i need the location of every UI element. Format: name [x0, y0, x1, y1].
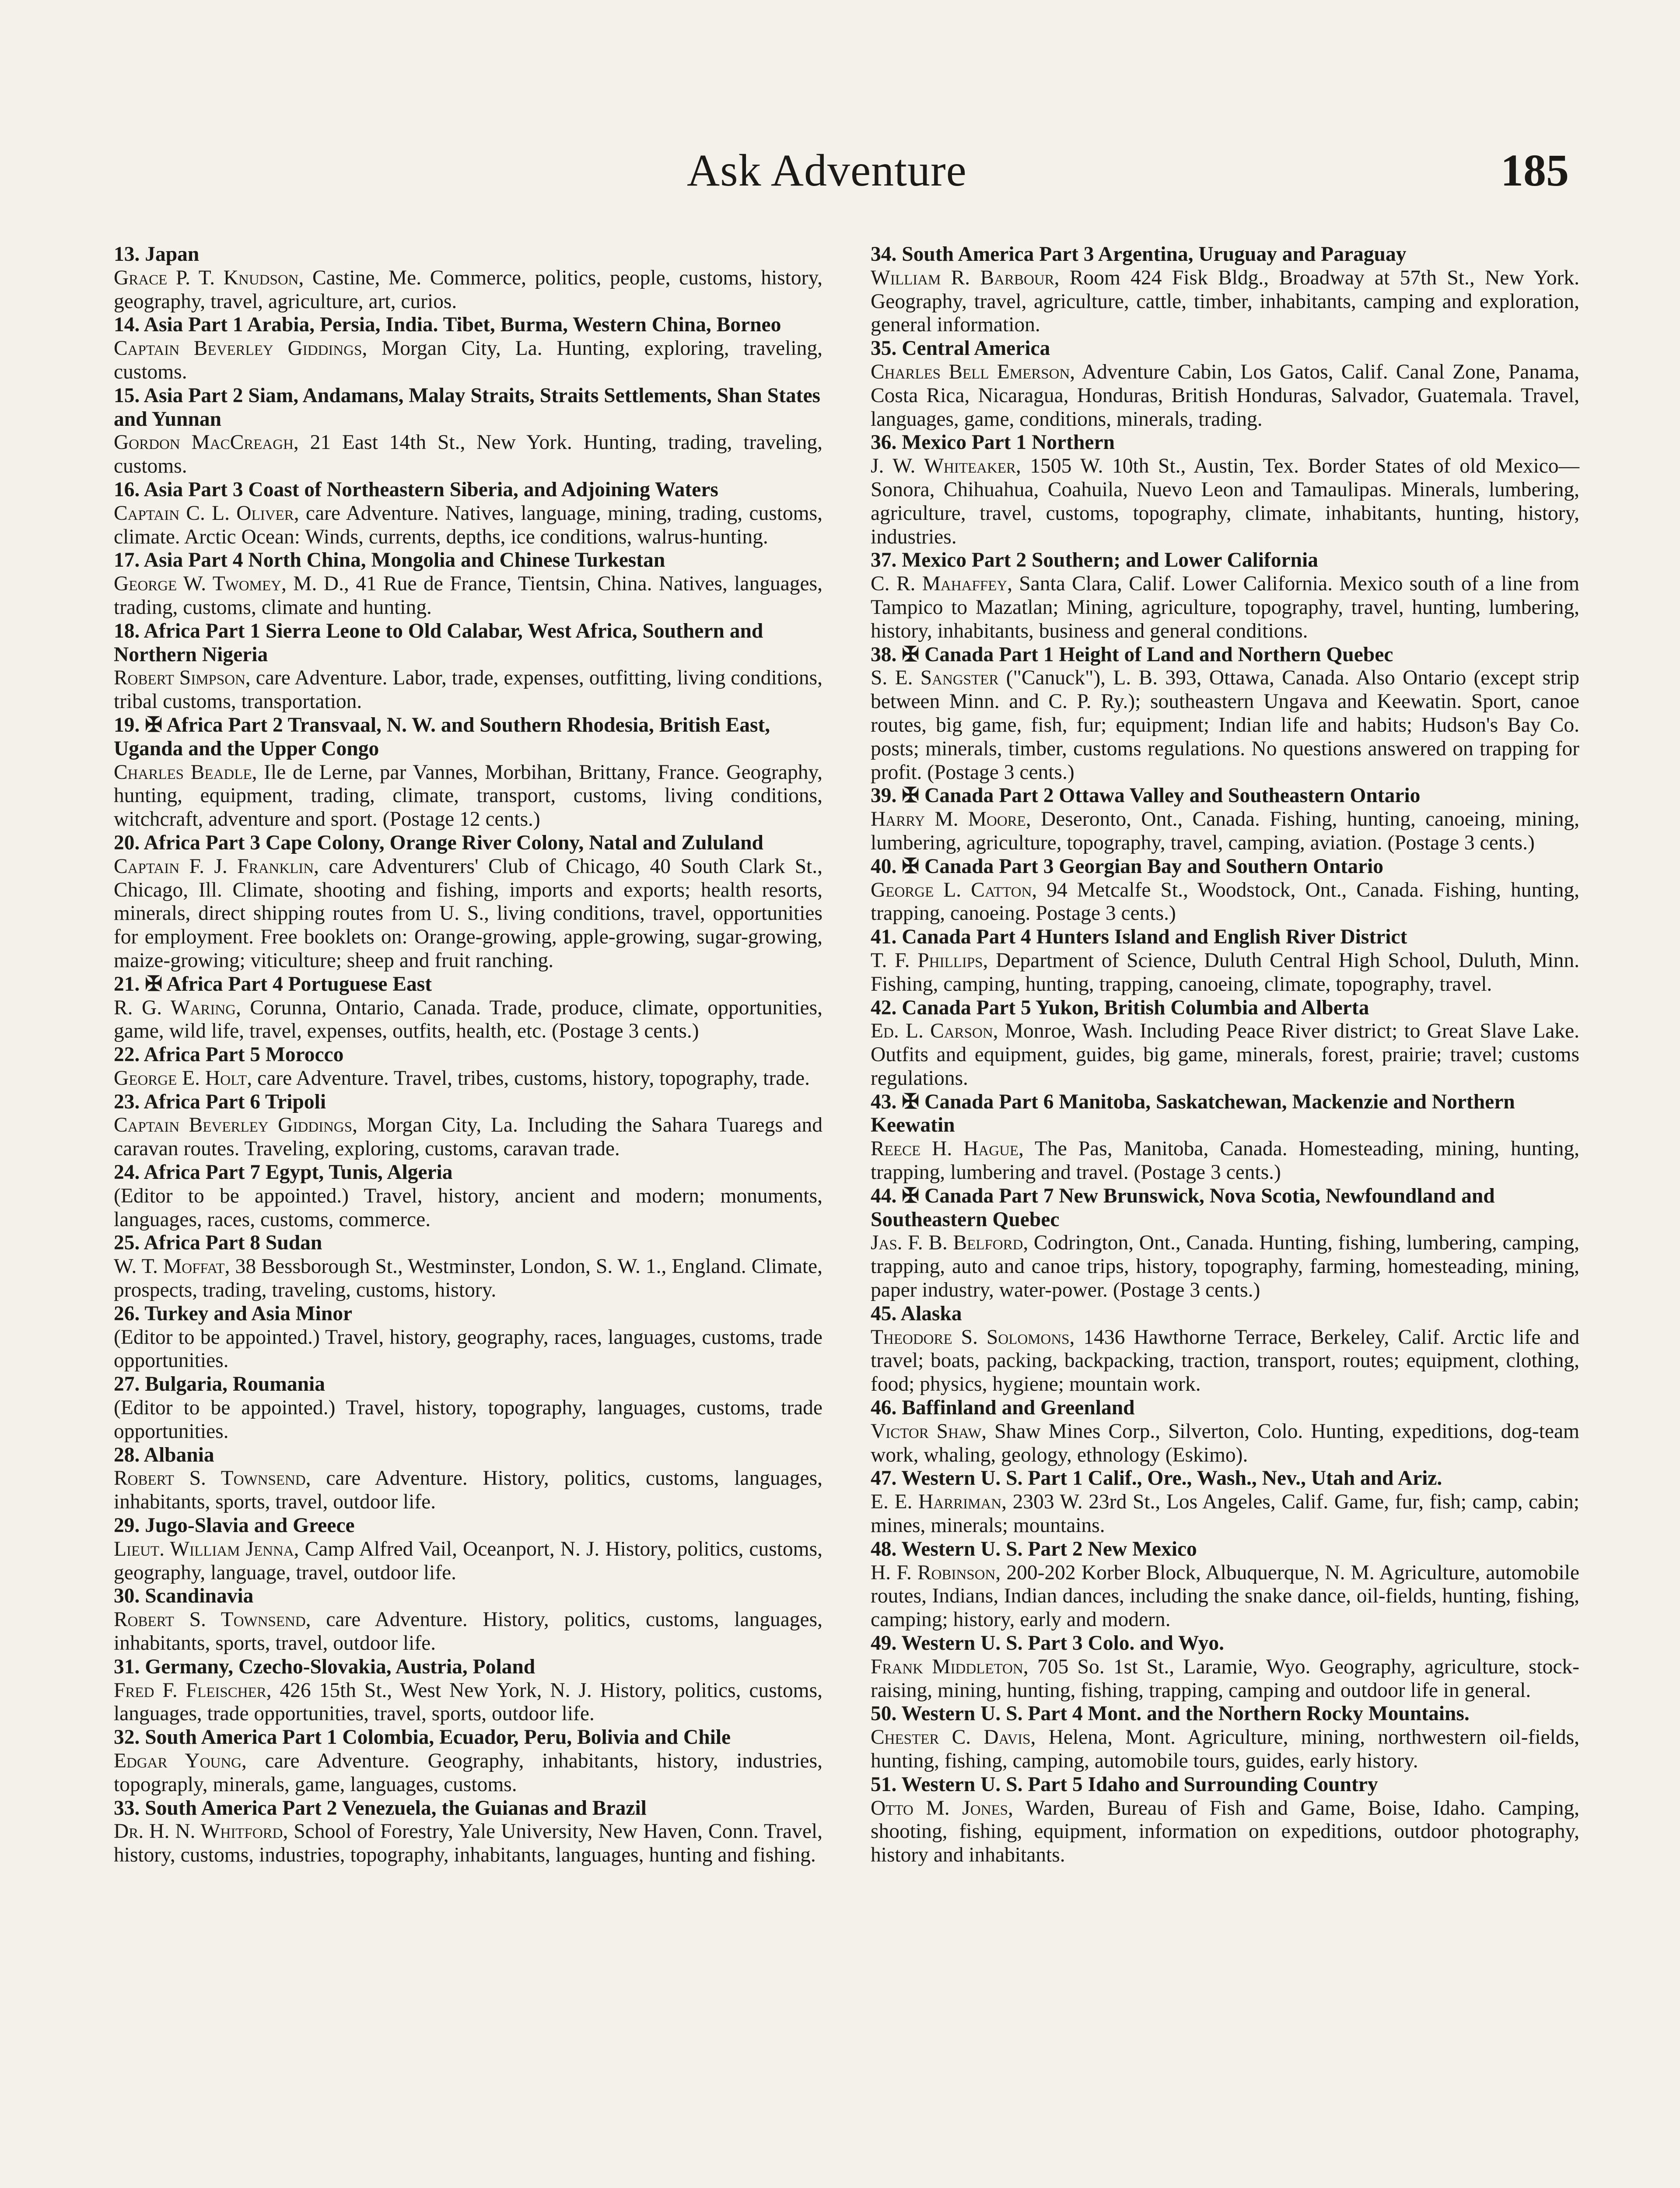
entry-body	[114, 666, 822, 714]
entry-heading	[114, 1161, 822, 1185]
directory-entry	[114, 243, 822, 313]
entry-body	[114, 1326, 822, 1373]
entry-heading	[871, 1302, 1579, 1326]
editor-name: S. E. Sangster	[871, 666, 999, 690]
entry-body	[114, 502, 822, 549]
postage-cross-icon: ✠	[902, 855, 920, 878]
entry-heading	[114, 1090, 822, 1114]
entry-region: Asia Part 3 Coast of Northeastern Siberia, and Adjoining Waters	[144, 478, 718, 501]
entry-heading	[114, 549, 822, 572]
editor-name: T. F. Phillips,	[871, 949, 988, 972]
entry-heading	[871, 784, 1579, 808]
directory-entry	[871, 643, 1579, 785]
entry-heading	[871, 243, 1579, 266]
entry-heading	[871, 1185, 1579, 1232]
entry-region: Africa Part 8 Sudan	[144, 1231, 322, 1255]
entry-number: 35.	[871, 337, 897, 360]
entry-number: 18.	[114, 619, 140, 642]
editor-name: R. G. Waring,	[114, 996, 241, 1019]
entry-heading	[114, 1444, 822, 1467]
entry-body	[114, 1067, 822, 1090]
entry-body	[114, 1114, 822, 1161]
entry-body	[871, 1655, 1579, 1703]
directory-entry	[871, 431, 1579, 549]
entry-number: 20.	[114, 831, 140, 854]
page-header	[0, 144, 1680, 201]
entry-body	[871, 1726, 1579, 1773]
editor-name: Captain Beverley Giddings,	[114, 337, 368, 360]
entry-body	[114, 996, 822, 1044]
directory-entry	[114, 478, 822, 549]
entry-heading	[871, 1467, 1579, 1490]
editor-name: Chester C. Davis,	[871, 1726, 1036, 1749]
entry-body	[871, 949, 1579, 996]
directory-entry	[871, 1302, 1579, 1396]
entry-region: Western U. S. Part 2 New Mexico	[901, 1537, 1197, 1560]
entry-heading	[114, 1797, 822, 1820]
editor-name: George E. Holt,	[114, 1066, 252, 1090]
entry-number: 16.	[114, 478, 140, 501]
entry-body	[871, 1490, 1579, 1538]
entry-body	[114, 1750, 822, 1797]
editor-name: Robert S. Townsend,	[114, 1608, 311, 1631]
entry-body	[871, 1137, 1579, 1185]
entry-body	[114, 1820, 822, 1867]
entry-number: 48.	[871, 1537, 897, 1560]
entry-description: (Editor to be appointed.) Travel, history, topography, languages, customs, trade opportunities.	[114, 1396, 822, 1443]
entry-description: Department of Science, Duluth Central High School, Duluth, Minn. Fishing, camping, hunting, trapping, canoeing, climate, topography, travel.	[871, 949, 1579, 996]
entry-body	[871, 1420, 1579, 1467]
editor-name: Victor Shaw,	[871, 1420, 987, 1443]
entry-heading	[114, 973, 822, 996]
entry-number: 49.	[871, 1632, 897, 1655]
entry-description: care Adventure. History, politics, customs, languages, inhabitants, sports, travel, outdoor life.	[114, 1608, 823, 1655]
entry-description: Deseronto, Ont., Canada. Fishing, hunting, canoeing, mining, lumbering, agriculture, topography, travel, camping, aviation. (Postage 3 cents.)	[871, 808, 1579, 854]
entry-number: 29.	[114, 1514, 140, 1537]
entry-body	[114, 431, 822, 478]
directory-entry	[114, 1797, 822, 1867]
entry-region: Western U. S. Part 5 Idaho and Surrounding Country	[901, 1773, 1378, 1796]
entry-region: Baffinland and Greenland	[902, 1396, 1135, 1420]
entry-heading	[114, 1231, 822, 1255]
entry-description: Corunna, Ontario, Canada. Trade, produce, climate, opportunities, game, wild life, travel, expenses, outfits, health, etc. (Postage 3 cents.)	[114, 996, 822, 1043]
directory-entry	[114, 831, 822, 973]
entry-region: Africa Part 5 Morocco	[144, 1043, 344, 1066]
entry-heading	[114, 478, 822, 502]
entry-region: Alaska	[900, 1302, 962, 1325]
entry-region: Germany, Czecho-Slovakia, Austria, Poland	[145, 1655, 536, 1678]
entry-description: 94 Metcalfe St., Woodstock, Ont., Canada. Fishing, hunting, trapping, canoeing. Postage 3 cents.)	[871, 878, 1579, 925]
entry-heading	[871, 1396, 1579, 1420]
entry-region: Albania	[144, 1443, 214, 1466]
editor-name: Captain F. J. Franklin,	[114, 855, 319, 878]
directory-entry	[114, 1161, 822, 1231]
entry-description: ("Canuck"), L. B. 393, Ottawa, Canada. Also Ontario (except strip between Minn. and C. P. Ry.); southeastern Ungava and Keewatin. Sport, canoe routes, big game, fish, fur; equipment; Indian life and habits; Hudson's Bay Co. posts; minerals, timber, customs regulations. No questions answered on trapping for profit. (Postage 3 cents.)	[871, 666, 1579, 784]
directory-entry	[871, 549, 1579, 643]
entry-description: (Editor to be appointed.) Travel, history, geography, races, languages, customs, trade opportunities.	[114, 1325, 822, 1372]
entry-number: 41.	[871, 926, 897, 949]
entry-description: care Adventure. Natives, language, mining, trading, customs, climate. Arctic Ocean: Winds, currents, depths, ice conditions, walrus-hunting.	[114, 501, 822, 548]
entry-region: South America Part 1 Colombia, Ecuador, Peru, Bolivia and Chile	[145, 1726, 731, 1749]
entry-region: Mexico Part 1 Northern	[902, 431, 1115, 454]
entry-body	[114, 1185, 822, 1232]
entry-body	[871, 361, 1579, 431]
entry-number: 26.	[114, 1302, 140, 1325]
entry-description: 705 So. 1st St., Laramie, Wyo. Geography, agriculture, stock-raising, mining, hunting, fishing, trapping, camping and outdoor life in general.	[871, 1655, 1579, 1702]
editor-name: Harry M. Moore,	[871, 808, 1031, 831]
entry-region: Canada Part 2 Ottawa Valley and Southeastern Ontario	[924, 784, 1421, 807]
entry-description: care Adventure. Travel, tribes, customs, history, topography, trade.	[252, 1066, 810, 1090]
directory-entry	[114, 1514, 822, 1585]
entry-region: Canada Part 1 Height of Land and Northern Quebec	[924, 643, 1393, 666]
editor-name: George W. Twomey, M. D.,	[114, 572, 349, 596]
directory-entry	[114, 1090, 822, 1161]
entry-heading	[871, 926, 1579, 949]
entry-body	[114, 1467, 822, 1514]
editor-name: H. F. Robinson,	[871, 1561, 1001, 1584]
editor-name: Captain C. L. Oliver,	[114, 501, 299, 525]
entry-heading	[871, 1773, 1579, 1797]
editor-name: Reece H. Hague,	[871, 1137, 1024, 1161]
entry-heading	[871, 337, 1579, 361]
entry-heading	[114, 1373, 822, 1396]
entry-body	[114, 266, 822, 314]
editor-name: Grace P. T. Knudson,	[114, 266, 304, 289]
editor-name: Charles Bell Emerson,	[871, 360, 1075, 383]
entry-heading	[114, 243, 822, 266]
editor-name: J. W. Whiteaker,	[871, 455, 1021, 478]
entry-description: 41 Rue de France, Tientsin, China. Natives, languages, trading, customs, climate and hunting.	[114, 572, 822, 619]
entry-heading	[871, 431, 1579, 455]
postage-cross-icon: ✠	[902, 1184, 920, 1207]
entry-body	[871, 266, 1579, 337]
entry-number: 23.	[114, 1090, 140, 1113]
editor-name: Gordon MacCreagh,	[114, 431, 299, 454]
entry-description: 426 15th St., West New York, N. J. History, politics, customs, languages, trade opportunities, travel, sports, outdoor life.	[114, 1679, 822, 1725]
entry-number: 45.	[871, 1302, 897, 1325]
entry-description: Helena, Mont. Agriculture, mining, northwestern oil-fields, hunting, fishing, camping, automobile tours, guides, early history.	[871, 1726, 1579, 1772]
entry-body	[871, 1797, 1579, 1867]
directory-entry	[114, 1444, 822, 1514]
left-column	[114, 243, 822, 1867]
editor-name: Edgar Young,	[114, 1750, 247, 1772]
entry-body	[114, 761, 822, 831]
entry-region: Africa Part 3 Cape Colony, Orange River Colony, Natal and Zululand	[144, 831, 763, 854]
directory-entry	[871, 926, 1579, 996]
entry-heading	[114, 620, 822, 667]
entry-number: 43.	[871, 1090, 897, 1113]
directory-entry	[871, 337, 1579, 431]
entry-body	[871, 1326, 1579, 1396]
editor-name: Ed. L. Carson,	[871, 1020, 998, 1043]
entry-number: 37.	[871, 549, 897, 572]
entry-body	[114, 337, 822, 384]
directory-entry	[114, 1585, 822, 1655]
entry-description: care Adventurers' Club of Chicago, 40 South Clark St., Chicago, Ill. Climate, shooting and fishing, imports and exports; health resorts, minerals, direct shipping routes from U. S., living conditions, travel, opportunities for employment. Free booklets on: Orange-growing, apple-growing, sugar-growing, maize-growing; viticulture; sheep and fruit ranching.	[114, 855, 822, 972]
entry-description: Room 424 Fisk Bldg., Broadway at 57th St., New York. Geography, travel, agriculture, cattle, timber, inhabitants, camping and exploration, general information.	[871, 266, 1579, 337]
entry-description: Morgan City, La. Hunting, exploring, traveling, customs.	[114, 337, 823, 383]
entry-description: School of Forestry, Yale University, New Haven, Conn. Travel, history, customs, industries, topography, inhabitants, languages, hunting and fishing.	[114, 1820, 822, 1867]
entry-number: 31.	[114, 1655, 140, 1678]
entry-description: Warden, Bureau of Fish and Game, Boise, Idaho. Camping, shooting, fishing, equipment, information on expeditions, outdoor photography, history and inhabitants.	[871, 1796, 1579, 1867]
postage-cross-icon: ✠	[902, 784, 920, 807]
editor-name: C. R. Mahaffey,	[871, 572, 1012, 596]
editor-name: Jas. F. B. Belford,	[871, 1231, 1029, 1255]
entry-number: 15.	[114, 384, 140, 407]
editor-name: W. T. Moffat,	[114, 1255, 230, 1278]
entry-heading	[871, 996, 1579, 1020]
entry-region: Africa Part 2 Transvaal, N. W. and Southern Rhodesia, British East, Uganda and the Upper Congo	[114, 713, 770, 760]
entry-description: Santa Clara, Calif. Lower California. Mexico south of a line from Tampico to Mazatlan; Mining, agriculture, topography, travel, hunting, lumbering, history, inhabitants, business and general conditions.	[871, 572, 1579, 642]
editor-name: Otto M. Jones,	[871, 1796, 1013, 1820]
entry-body	[871, 666, 1579, 784]
entry-number: 22.	[114, 1043, 140, 1066]
entry-description: 1505 W. 10th St., Austin, Tex. Border States of old Mexico—Sonora, Chihuahua, Coahuila, Nuevo Leon and Tamaulipas. Minerals, lumbering, agriculture, travel, customs, topography, climate, inhabitants, hunting, history, industries.	[871, 455, 1579, 548]
entry-region: Scandinavia	[145, 1585, 254, 1608]
entry-number: 17.	[114, 549, 140, 572]
entry-region: Africa Part 1 Sierra Leone to Old Calabar, West Africa, Southern and Northern Nigeria	[114, 619, 763, 666]
editor-name: Captain Beverley Giddings,	[114, 1114, 357, 1137]
entry-number: 30.	[114, 1585, 140, 1608]
entry-region: Western U. S. Part 4 Mont. and the Northern Rocky Mountains.	[901, 1702, 1470, 1725]
entry-heading	[114, 1585, 822, 1608]
page-number: 185	[1501, 145, 1569, 196]
entry-number: 27.	[114, 1373, 140, 1396]
entry-description: 21 East 14th St., New York. Hunting, trading, traveling, customs.	[114, 431, 823, 478]
entry-number: 19.	[114, 713, 140, 736]
entry-region: Central America	[902, 337, 1050, 360]
entry-description: 1436 Hawthorne Terrace, Berkeley, Calif. Arctic life and travel; boats, packing, backpacking, traction, transport, routes; equipment, clothing, food; physics, hygiene; mountain work.	[871, 1325, 1579, 1396]
editor-name: Robert S. Townsend,	[114, 1467, 311, 1490]
entry-number: 13.	[114, 243, 140, 266]
entry-number: 28.	[114, 1443, 140, 1466]
editor-name: George L. Catton,	[871, 878, 1037, 901]
editor-name: E. E. Harriman,	[871, 1490, 1007, 1514]
editor-name: Fred F. Fleischer,	[114, 1679, 272, 1702]
directory-entry	[871, 1538, 1579, 1632]
entry-number: 38.	[871, 643, 897, 666]
directory-entry	[114, 384, 822, 478]
directory-entry	[871, 1396, 1579, 1467]
entry-description: Camp Alfred Vail, Oceanport, N. J. History, politics, customs, geography, language, travel, outdoor life.	[114, 1537, 822, 1584]
editor-name: William R. Barbour,	[871, 266, 1060, 289]
entry-region: Japan	[145, 243, 200, 266]
directory-entry	[114, 714, 822, 831]
directory-entry	[871, 1702, 1579, 1773]
entry-description: The Pas, Manitoba, Canada. Homesteading, mining, hunting, trapping, lumbering and travel. (Postage 3 cents.)	[871, 1137, 1579, 1184]
entry-body	[871, 455, 1579, 549]
directory-entry	[114, 1655, 822, 1726]
entry-description: 2303 W. 23rd St., Los Angeles, Calif. Game, fur, fish; camp, cabin; mines, minerals; mountains.	[871, 1490, 1579, 1537]
entry-description: care Adventure. Labor, trade, expenses, outfitting, living conditions, tribal customs, transportation.	[114, 666, 822, 713]
entry-region: Africa Part 6 Tripoli	[144, 1090, 326, 1113]
entry-heading	[114, 831, 822, 855]
directory-entry	[114, 313, 822, 384]
entry-description: care Adventure. History, politics, customs, languages, inhabitants, sports, travel, outdoor life.	[114, 1467, 823, 1514]
entry-body	[871, 572, 1579, 643]
entry-description: Adventure Cabin, Los Gatos, Calif. Canal Zone, Panama, Costa Rica, Nicaragua, Honduras, British Honduras, Salvador, Guatemala. Travel, languages, game, conditions, minerals, trading.	[871, 360, 1579, 431]
entry-number: 50.	[871, 1702, 897, 1725]
editor-name: Frank Middleton,	[871, 1655, 1029, 1678]
entry-number: 44.	[871, 1184, 897, 1207]
entry-heading	[871, 1538, 1579, 1561]
entry-number: 36.	[871, 431, 897, 454]
entry-heading	[871, 855, 1579, 879]
entry-region: Africa Part 4 Portuguese East	[166, 972, 432, 996]
entry-body	[114, 855, 822, 973]
directory-entry	[871, 784, 1579, 855]
entry-description: Morgan City, La. Including the Sahara Tuaregs and caravan routes. Traveling, exploring, customs, caravan trade.	[114, 1114, 823, 1161]
editor-name: Robert Simpson,	[114, 666, 251, 690]
entry-body	[871, 1020, 1579, 1090]
directory-entry	[114, 973, 822, 1043]
entry-region: Canada Part 4 Hunters Island and English River District	[902, 926, 1407, 949]
entry-description: 38 Bessborough St., Westminster, London, S. W. 1., England. Climate, prospects, trading, traveling, customs, history.	[114, 1255, 822, 1302]
directory-entry	[114, 1726, 822, 1796]
postage-cross-icon: ✠	[145, 713, 163, 736]
entry-number: 42.	[871, 996, 897, 1019]
entry-region: Canada Part 7 New Brunswick, Nova Scotia, Newfoundland and Southeastern Quebec	[871, 1184, 1495, 1231]
entry-region: Jugo-Slavia and Greece	[145, 1514, 355, 1537]
entry-description: Codrington, Ont., Canada. Hunting, fishing, lumbering, camping, trapping, auto and canoe trips, history, topography, farming, homesteading, mining, paper industry, water-power. (Postage 3 cents.)	[871, 1231, 1579, 1302]
entry-region: Asia Part 1 Arabia, Persia, India. Tibet, Burma, Western China, Borneo	[144, 313, 781, 337]
entry-number: 51.	[871, 1773, 897, 1796]
entry-body	[114, 1255, 822, 1302]
entry-body	[871, 808, 1579, 855]
directory-entry	[871, 996, 1579, 1090]
directory-entry	[114, 549, 822, 619]
entry-region: Canada Part 6 Manitoba, Saskatchewan, Mackenzie and Northern Keewatin	[871, 1090, 1515, 1137]
entry-heading	[114, 1302, 822, 1326]
entry-heading	[114, 1726, 822, 1750]
entry-heading	[114, 384, 822, 431]
entry-number: 46.	[871, 1396, 897, 1420]
entry-body	[871, 1231, 1579, 1302]
right-column	[871, 243, 1579, 1867]
entry-region: Western U. S. Part 1 Calif., Ore., Wash., Nev., Utah and Ariz.	[901, 1467, 1442, 1490]
entry-body	[114, 1396, 822, 1444]
directory-entry	[871, 243, 1579, 337]
directory-entry	[871, 1632, 1579, 1702]
entry-heading	[871, 643, 1579, 667]
page-title: Ask Adventure	[687, 145, 967, 196]
postage-cross-icon: ✠	[902, 1090, 920, 1113]
editor-name: Theodore S. Solomons,	[871, 1325, 1075, 1349]
entry-heading	[871, 1090, 1579, 1138]
entry-description: Shaw Mines Corp., Silverton, Colo. Hunting, expeditions, dog-team work, whaling, geology, ethnology (Eskimo).	[871, 1420, 1579, 1466]
entry-description: Monroe, Wash. Including Peace River district; to Great Slave Lake. Outfits and equipment, guides, big game, minerals, forest, prairie; travel; customs regulations.	[871, 1020, 1580, 1090]
entry-description: Ile de Lerne, par Vannes, Morbihan, Brittany, France. Geography, hunting, equipment, trading, climate, transport, customs, living conditions, witchcraft, adventure and sport. (Postage 12 cents.)	[114, 761, 822, 831]
entry-heading	[114, 1514, 822, 1538]
entry-heading	[871, 1702, 1579, 1726]
entry-body	[114, 572, 822, 620]
entry-body	[871, 1561, 1579, 1632]
entry-body	[114, 1538, 822, 1585]
directory-entry	[871, 855, 1579, 926]
directory-entry	[871, 1773, 1579, 1867]
directory-entry	[871, 1467, 1579, 1537]
entry-heading	[114, 714, 822, 761]
entry-heading	[114, 313, 822, 337]
directory-entry	[871, 1090, 1579, 1185]
entry-region: Western U. S. Part 3 Colo. and Wyo.	[901, 1632, 1224, 1655]
entry-description: Castine, Me. Commerce, politics, people, customs, history, geography, travel, agriculture, art, curios.	[114, 266, 822, 313]
postage-cross-icon: ✠	[902, 643, 920, 666]
entry-number: 39.	[871, 784, 897, 807]
entry-region: Asia Part 4 North China, Mongolia and Chinese Turkestan	[144, 549, 665, 572]
postage-cross-icon: ✠	[145, 972, 163, 996]
entry-region: South America Part 3 Argentina, Uruguay and Paraguay	[902, 243, 1407, 266]
entry-body	[114, 1608, 822, 1655]
entry-number: 47.	[871, 1467, 897, 1490]
entry-heading	[871, 549, 1579, 572]
entry-number: 34.	[871, 243, 897, 266]
entry-region: Canada Part 3 Georgian Bay and Southern Ontario	[924, 855, 1383, 878]
entry-region: South America Part 2 Venezuela, the Guianas and Brazil	[145, 1796, 647, 1820]
entry-number: 25.	[114, 1231, 140, 1255]
entry-region: Bulgaria, Roumania	[145, 1373, 325, 1396]
entry-heading	[871, 1632, 1579, 1655]
entry-region: Turkey and Asia Minor	[144, 1302, 353, 1325]
entry-number: 40.	[871, 855, 897, 878]
entry-region: Africa Part 7 Egypt, Tunis, Algeria	[144, 1161, 453, 1184]
editor-name: Charles Beadle,	[114, 761, 257, 784]
entry-body	[114, 1679, 822, 1726]
editor-name: Dr. H. N. Whitford,	[114, 1820, 288, 1843]
entry-number: 32.	[114, 1726, 140, 1749]
entry-region: Mexico Part 2 Southern; and Lower California	[902, 549, 1318, 572]
directory-entry	[114, 1302, 822, 1373]
directory-entry	[114, 1043, 822, 1090]
editor-name: Lieut. William Jenna,	[114, 1537, 299, 1560]
entry-number: 24.	[114, 1161, 140, 1184]
entry-description: 200-202 Korber Block, Albuquerque, N. M. Agriculture, automobile routes, Indians, Indian dances, including the snake dance, oil-fields, hunting, fishing, camping; history, early and modern.	[871, 1561, 1579, 1631]
entry-heading	[114, 1655, 822, 1679]
directory-entry	[114, 1231, 822, 1302]
entry-region: Canada Part 5 Yukon, British Columbia and Alberta	[902, 996, 1369, 1019]
entry-description: (Editor to be appointed.) Travel, history, ancient and modern; monuments, languages, races, customs, commerce.	[114, 1184, 822, 1231]
entry-number: 21.	[114, 972, 140, 996]
entry-description: care Adventure. Geography, inhabitants, history, industries, topograply, minerals, game, languages, customs.	[114, 1750, 822, 1796]
entry-heading	[114, 1043, 822, 1067]
directory-entry	[114, 620, 822, 714]
directory-entry	[871, 1185, 1579, 1302]
directory-entry	[114, 1373, 822, 1443]
entry-number: 14.	[114, 313, 140, 337]
entry-region: Asia Part 2 Siam, Andamans, Malay Straits, Straits Settlements, Shan States and Yunnan	[114, 384, 821, 431]
entry-body	[871, 879, 1579, 926]
entry-number: 33.	[114, 1796, 140, 1820]
